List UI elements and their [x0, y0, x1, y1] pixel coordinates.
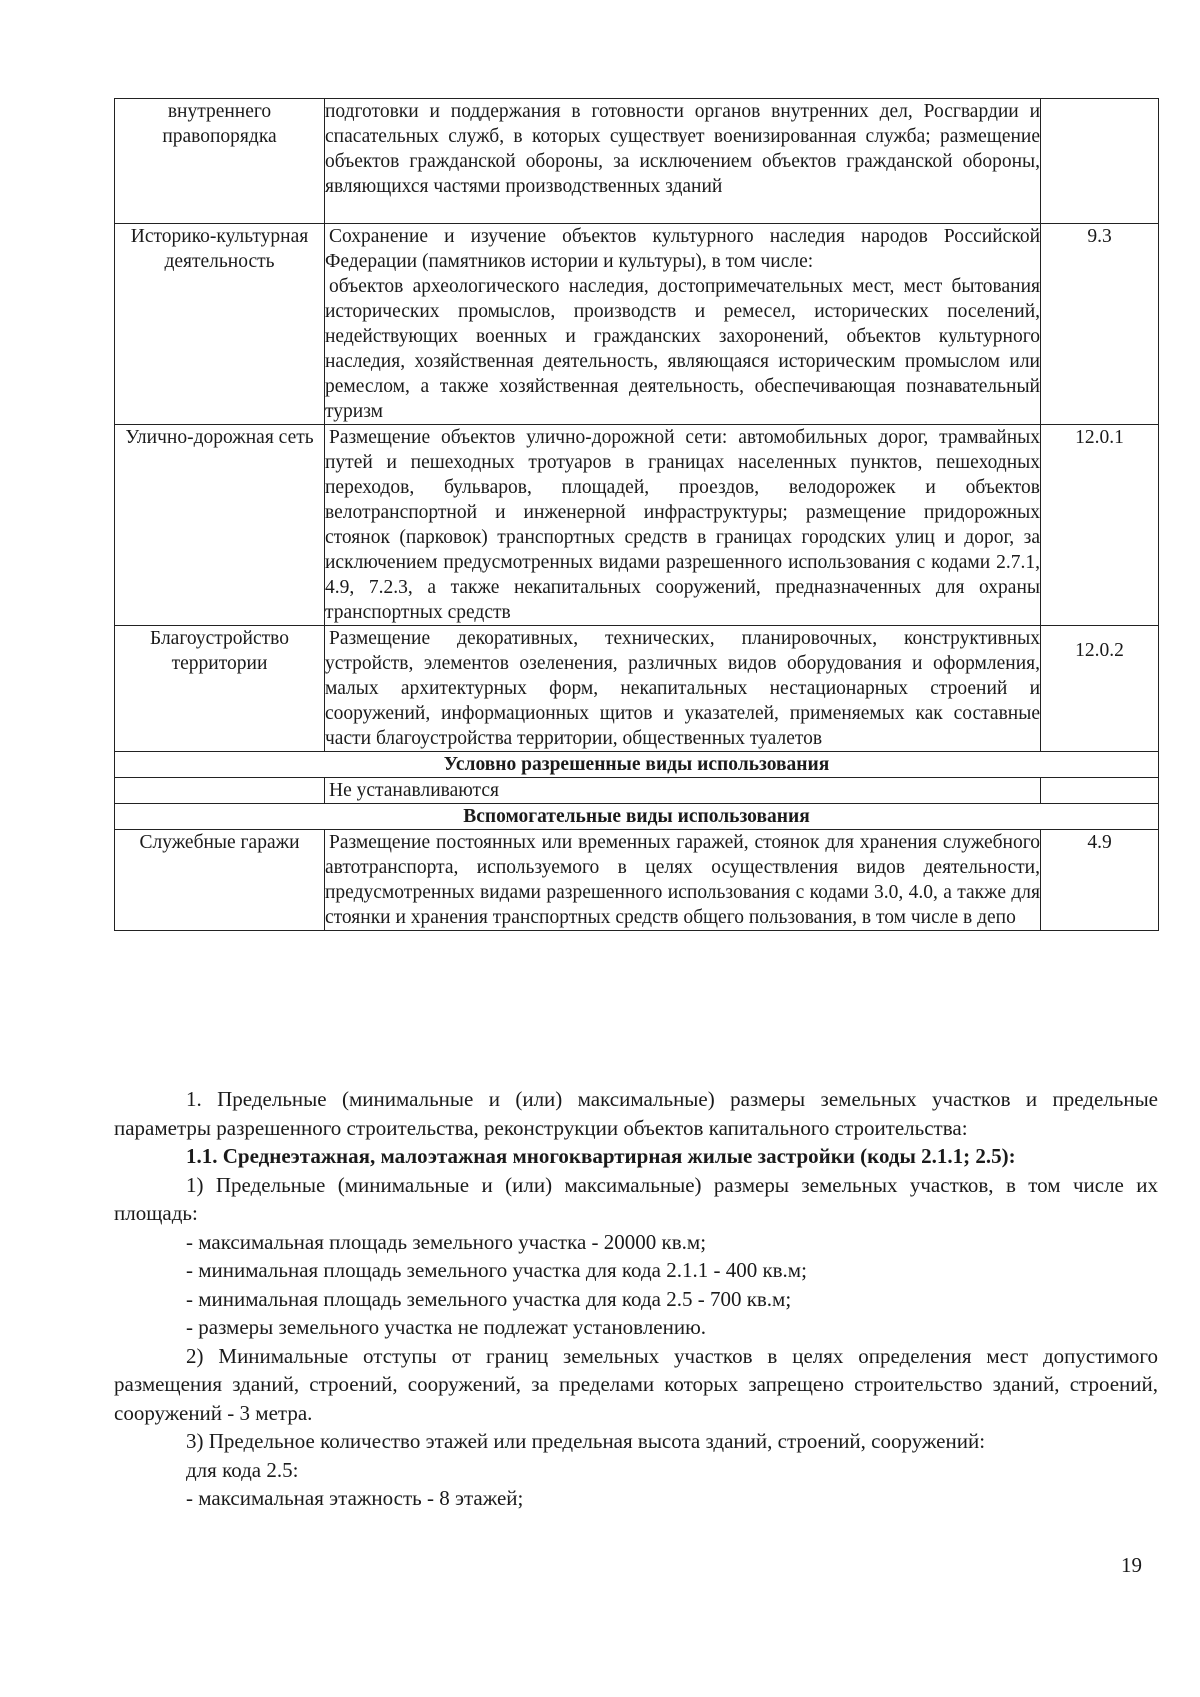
section-header-row	[115, 752, 1159, 778]
paragraph: 2) Минимальные отступы от границ земельных участков в целях определения мест допустимого размещения зданий, строений, сооружений, за пределами которых запрещено строительство зданий, строений, сооружений - 3 метра.	[114, 1343, 1158, 1425]
use-type-code: 4.9	[1041, 830, 1159, 931]
auxiliary-uses-header: Вспомогательные виды использования	[115, 804, 1159, 830]
table-row	[115, 99, 1159, 224]
section-header-row	[115, 804, 1159, 830]
use-type-code	[1041, 778, 1159, 804]
conditional-uses-header: Условно разрешенные виды использования	[115, 752, 1159, 778]
use-type-description	[325, 224, 1041, 425]
page-number: 19	[1121, 1553, 1142, 1577]
description-line: Размещение постоянных или временных гаражей, стоянок для хранения служебного автотранспорта, используемого в целях осуществления видов деятельности, предусмотренных видами разрешенного использования с кодами 3.0, 4.0, а также для стоянки и хранения транспортных средств общего пользования, в том числе в депо	[325, 832, 1040, 928]
use-type-code	[1041, 99, 1159, 224]
table-row	[115, 830, 1159, 931]
description-line: Размещение декоративных, технических, планировочных, конструктивных устройств, элементов озеленения, различных видов оборудования и оформления, малых архитектурных форм, некапитальных нестационарных строений и сооружений, информационных щитов и указателей, применяемых как составные части благоустройства территории, общественных туалетов	[325, 628, 1040, 749]
list-item: - размеры земельного участка не подлежат установлению.	[186, 1315, 707, 1339]
use-type-description: подготовки и поддержания в готовности органов внутренних дел, Росгвардии и спасательных служб, в которых существует военизированная служба; размещение объектов гражданской обороны, за исключением объектов гражданской обороны, являющихся частями производственных зданий	[325, 99, 1041, 224]
table-row	[115, 626, 1159, 752]
description-line: объектов археологического наследия, достопримечательных мест, мест бытования исторических промыслов, производств и ремесел, исторических поселений, недействующих военных и гражданских захоронений, объектов культурного наследия, хозяйственная деятельность, являющаяся историческим промыслом или ремеслом, а также хозяйственная деятельность, обеспечивающая познавательный туризм	[325, 276, 1040, 422]
list-item: - максимальная этажность - 8 этажей;	[186, 1486, 524, 1510]
table-row	[115, 778, 1159, 804]
paragraph: 3) Предельное количество этажей или предельная высота зданий, строений, сооружений:	[186, 1429, 986, 1453]
use-type-name	[115, 778, 325, 804]
body-text	[114, 1085, 1158, 1513]
use-type-name: внутреннего правопорядка	[115, 99, 325, 224]
paragraph: 1) Предельные (минимальные и (или) максимальные) размеры земельных участков, в том числе их площадь:	[114, 1172, 1158, 1225]
use-type-name: Благоустройство территории	[115, 626, 325, 752]
list-item: - минимальная площадь земельного участка для кода 2.1.1 - 400 кв.м;	[186, 1258, 807, 1282]
description-line: Не устанавливаются	[329, 780, 499, 801]
paragraph: 1. Предельные (минимальные и (или) максимальные) размеры земельных участков и предельные параметры разрешенного строительства, реконструкции объектов капитального строительства:	[114, 1087, 1158, 1140]
use-type-code: 12.0.2	[1041, 626, 1159, 752]
use-type-description	[325, 626, 1041, 752]
table-row	[115, 425, 1159, 626]
use-type-name: Улично-дорожная сеть	[115, 425, 325, 626]
list-item: - максимальная площадь земельного участка - 20000 кв.м;	[186, 1229, 707, 1254]
use-type-description	[325, 830, 1041, 931]
table-row	[115, 224, 1159, 425]
section-heading: 1.1. Среднеэтажная, малоэтажная многоквартирная жилые застройки (коды 2.1.1; 2.5):	[186, 1144, 1016, 1168]
land-use-table	[114, 98, 1159, 931]
use-type-name: Историко-культурная деятельность	[115, 224, 325, 425]
description-line: Сохранение и изучение объектов культурного наследия народов Российской Федерации (памятников истории и культуры), в том числе:	[325, 226, 1040, 272]
list-item: для кода 2.5:	[186, 1457, 299, 1482]
use-type-name: Служебные гаражи	[115, 830, 325, 931]
list-item: - минимальная площадь земельного участка для кода 2.5 - 700 кв.м;	[186, 1286, 792, 1311]
use-type-description	[325, 425, 1041, 626]
use-type-code: 9.3	[1041, 224, 1159, 425]
use-type-code: 12.0.1	[1041, 425, 1159, 626]
description-line: Размещение объектов улично-дорожной сети: автомобильных дорог, трамвайных путей и пешеходных тротуаров в границах населенных пунктов, пешеходных переходов, бульваров, площадей, проездов, велодорожек и объектов велотранспортной и инженерной инфраструктуры; размещение придорожных стоянок (парковок) транспортных средств в границах городских улиц и дорог, за исключением предусмотренных видами разрешенного использования с кодами 2.7.1, 4.9, 7.2.3, а также некапитальных сооружений, предназначенных для охраны транспортных средств	[325, 427, 1040, 623]
use-type-description	[325, 778, 1041, 804]
